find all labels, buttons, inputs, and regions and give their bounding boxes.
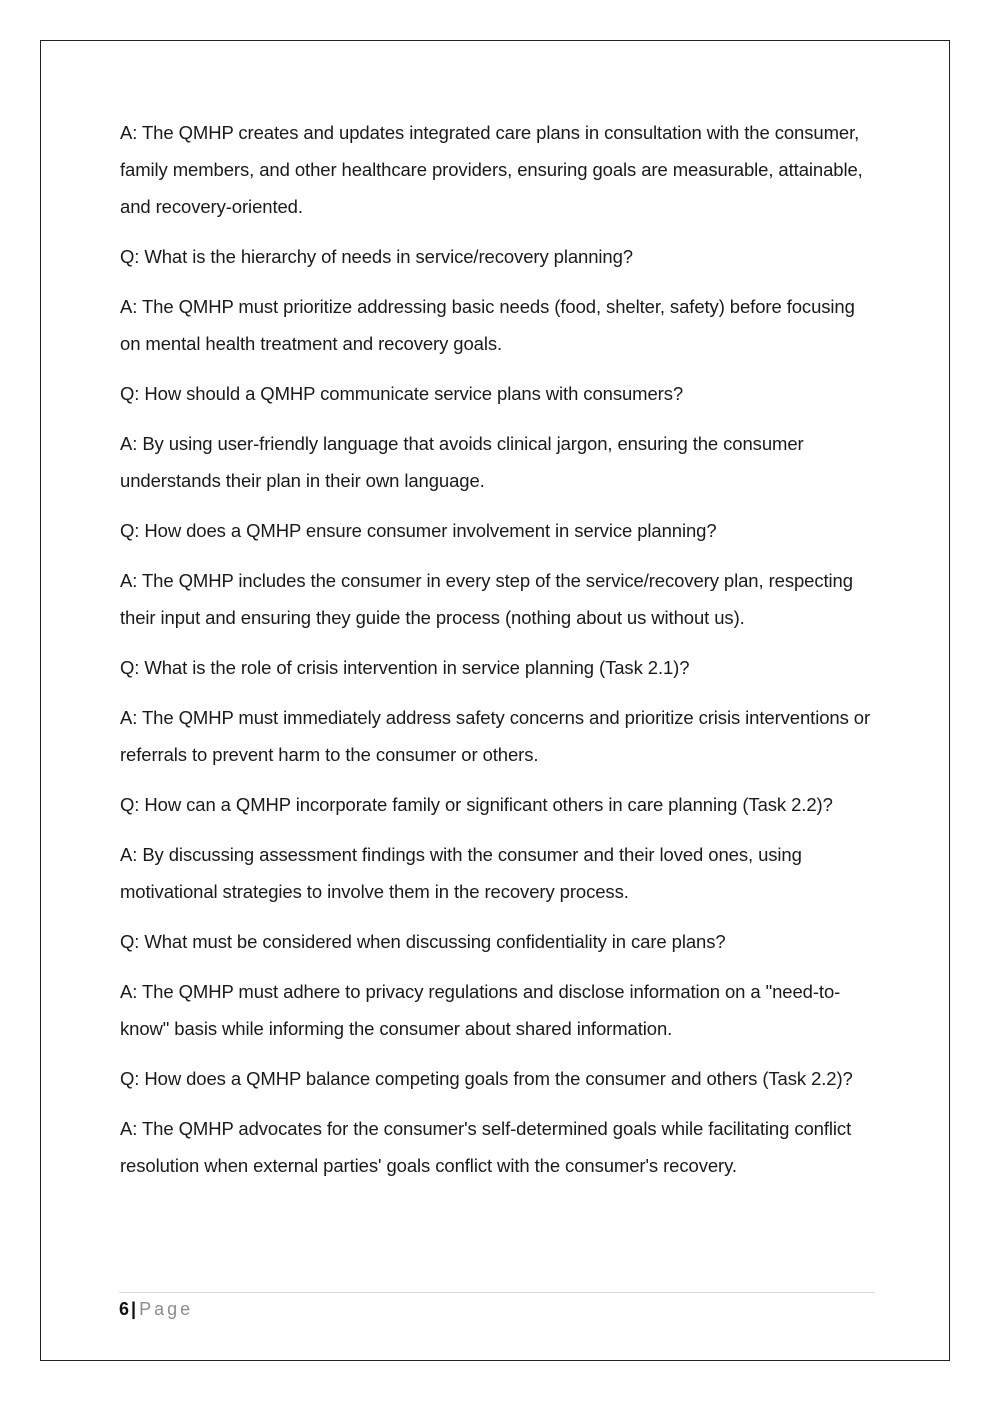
answer-paragraph: A: The QMHP must immediately address safety concerns and prioritize crisis interventions or referrals to prevent harm to the consumer or others. bbox=[120, 707, 871, 765]
answer-paragraph: A: The QMHP must adhere to privacy regulations and disclose information on a "need-to-know" basis while informing the consumer about shared information. bbox=[120, 981, 841, 1039]
answer-paragraph: A: The QMHP includes the consumer in every step of the service/recovery plan, respecting their input and ensuring they guide the process (nothing about us without us). bbox=[120, 570, 853, 628]
document-body bbox=[120, 114, 880, 1197]
question-paragraph: Q: How should a QMHP communicate service plans with consumers? bbox=[120, 383, 684, 404]
page-number: 6 bbox=[119, 1299, 130, 1319]
question-paragraph: Q: How does a QMHP ensure consumer involvement in service planning? bbox=[120, 520, 717, 541]
answer-paragraph: A: The QMHP must prioritize addressing basic needs (food, shelter, safety) before focusing on mental health treatment and recovery goals. bbox=[120, 296, 855, 354]
answer-paragraph: A: By using user-friendly language that avoids clinical jargon, ensuring the consumer understands their plan in their own language. bbox=[120, 433, 804, 491]
page-label: Page bbox=[139, 1299, 194, 1319]
question-paragraph: Q: How does a QMHP balance competing goals from the consumer and others (Task 2.2)? bbox=[120, 1068, 853, 1089]
page-footer bbox=[119, 1292, 875, 1321]
footer-separator: | bbox=[131, 1299, 137, 1319]
answer-paragraph: A: The QMHP creates and updates integrated care plans in consultation with the consumer, family members, and other healthcare providers, ensuring goals are measurable, attainable, and recovery-oriented. bbox=[120, 122, 863, 217]
question-paragraph: Q: What is the role of crisis intervention in service planning (Task 2.1)? bbox=[120, 657, 690, 678]
question-paragraph: Q: What must be considered when discussing confidentiality in care plans? bbox=[120, 931, 726, 952]
question-paragraph: Q: How can a QMHP incorporate family or significant others in care planning (Task 2.2)? bbox=[120, 794, 833, 815]
answer-paragraph: A: The QMHP advocates for the consumer's self-determined goals while facilitating conflict resolution when external parties' goals conflict with the consumer's recovery. bbox=[120, 1118, 852, 1176]
answer-paragraph: A: By discussing assessment findings with the consumer and their loved ones, using motivational strategies to involve them in the recovery process. bbox=[120, 844, 802, 902]
question-paragraph: Q: What is the hierarchy of needs in service/recovery planning? bbox=[120, 246, 633, 267]
